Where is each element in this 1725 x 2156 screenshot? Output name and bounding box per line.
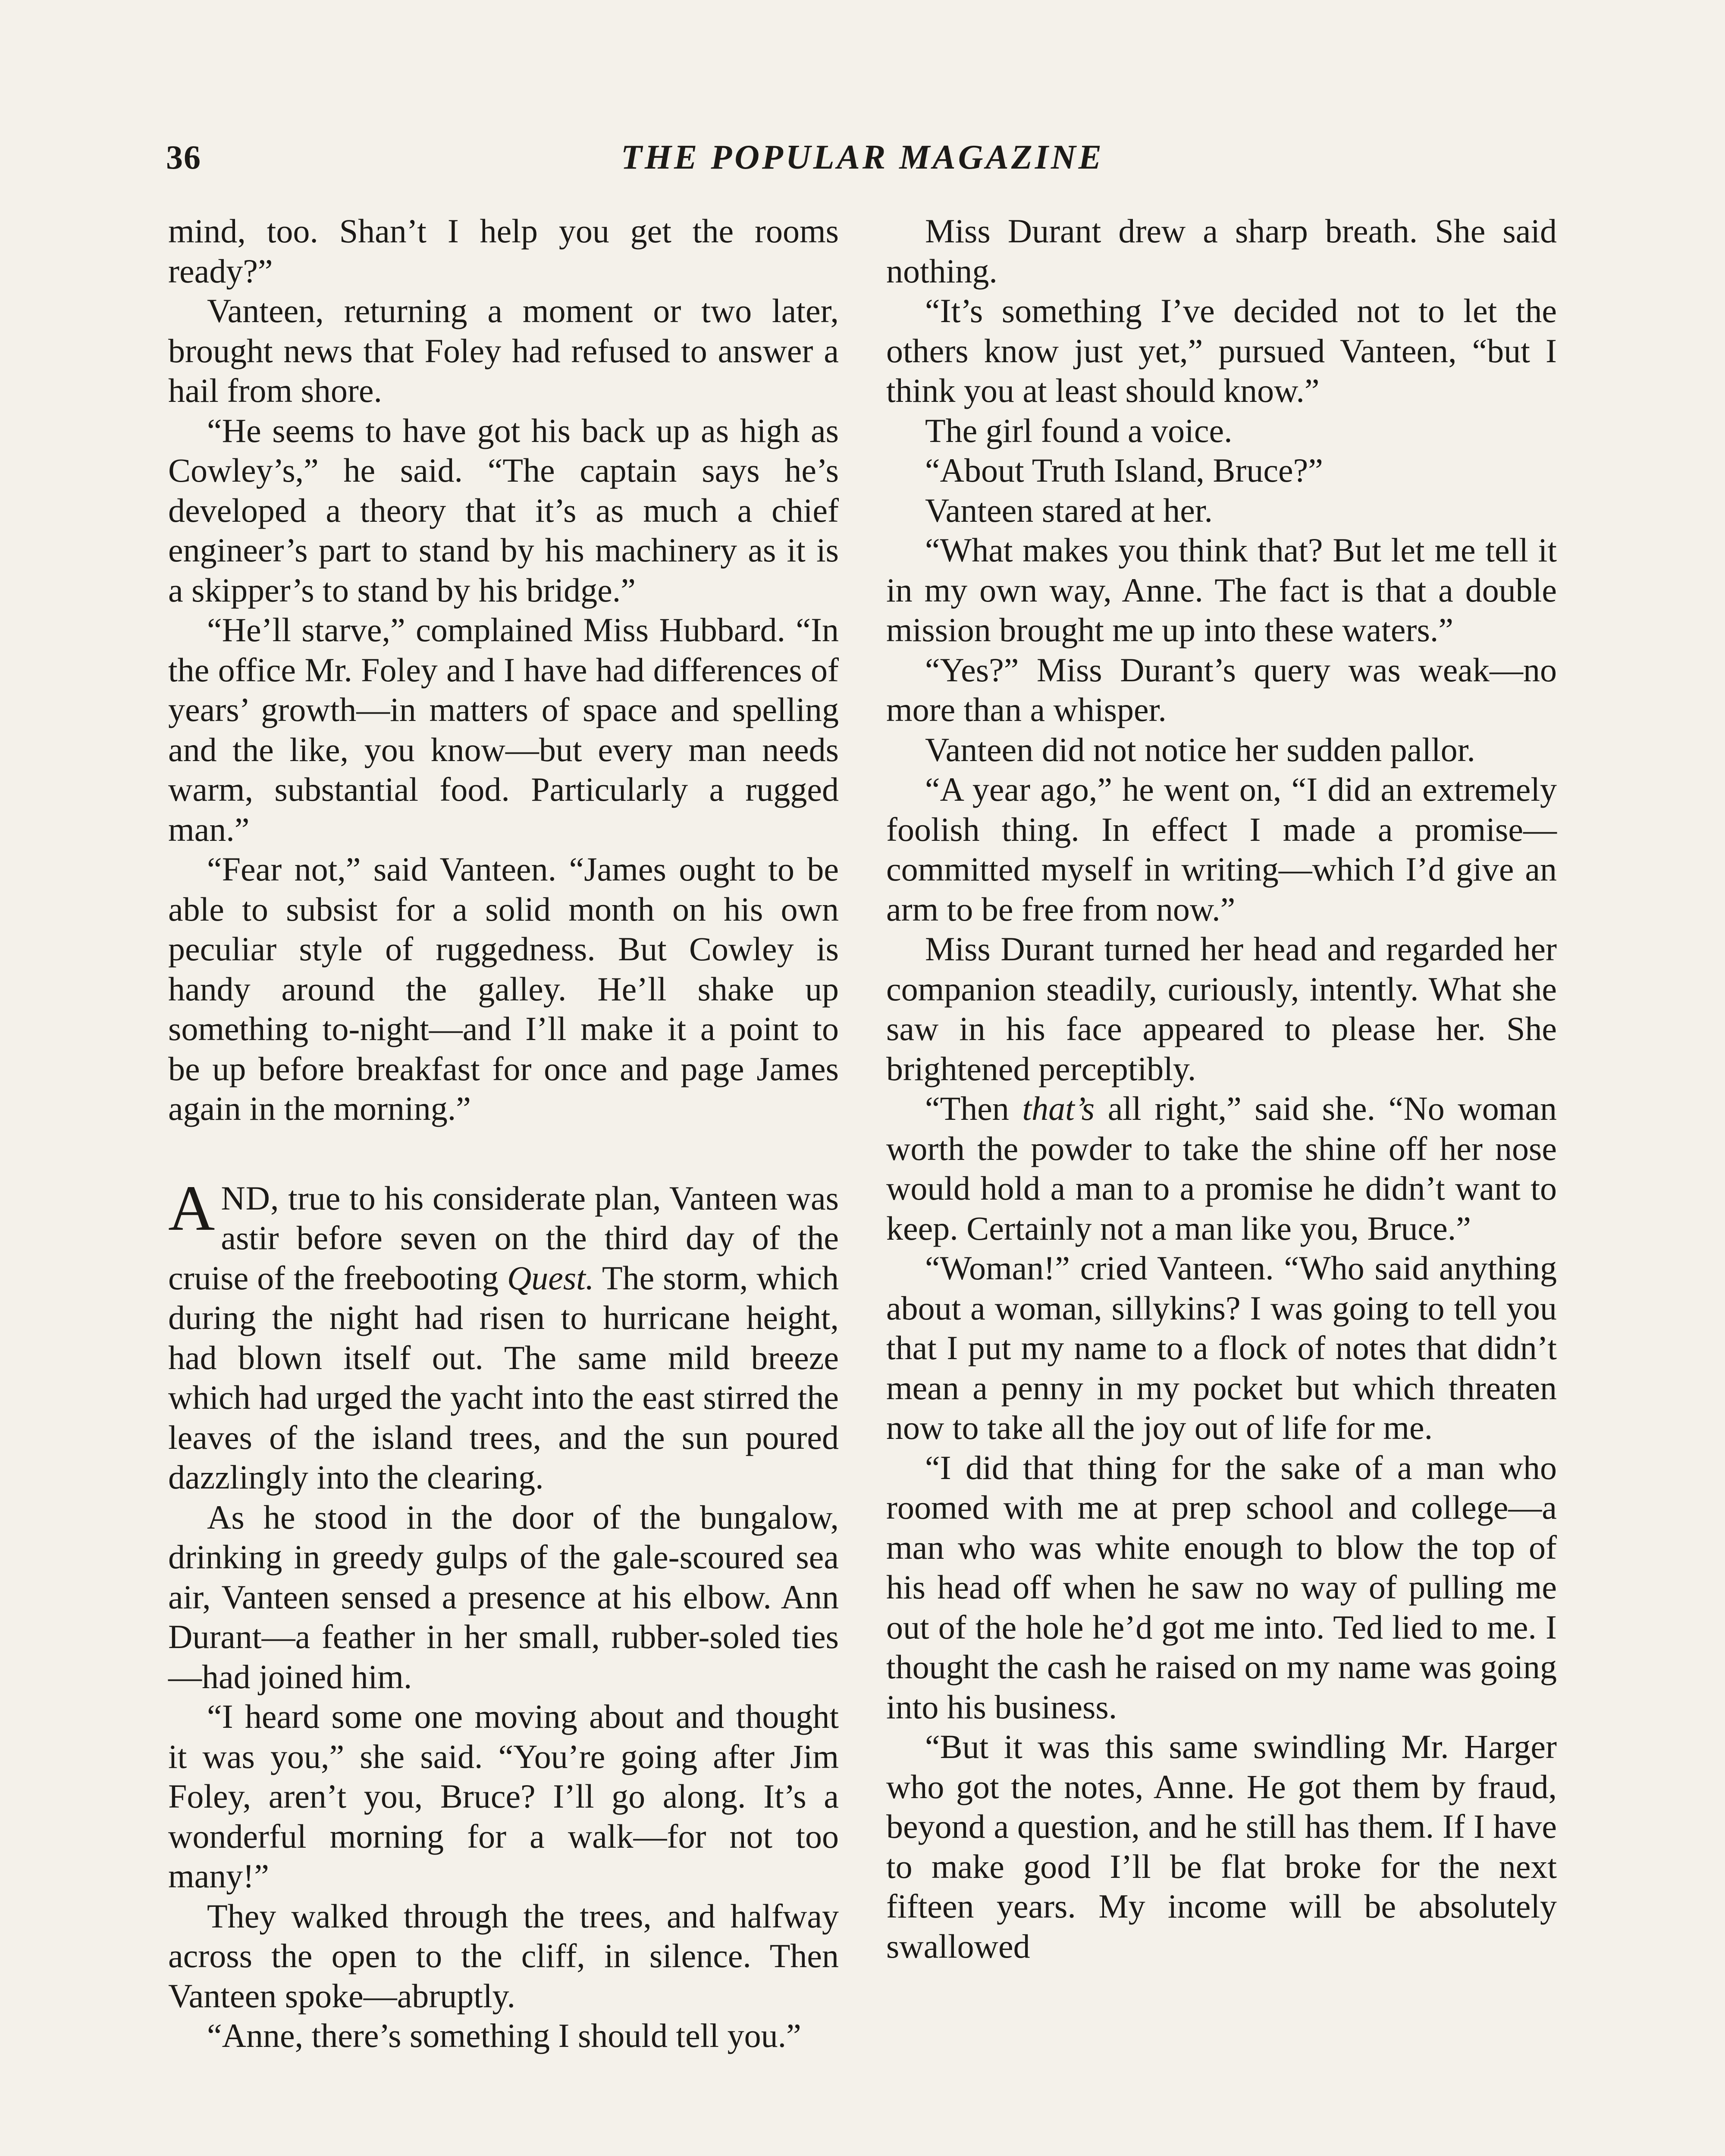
paragraph: Miss Durant drew a sharp breath. She said nothing.: [886, 212, 1557, 290]
paragraph: Vanteen, returning a moment or two later, brought news that Foley had refused to answer a hail from shore.: [168, 292, 839, 409]
paragraph-text: all right,” said she. “No woman worth the powder to take the shine off her nose would hold a man to a promise he didn’t want to keep. Certainly not a man like you, Bruce.”: [886, 1090, 1557, 1247]
paragraph: [886, 1089, 1557, 1248]
small-caps-lead: ND,: [221, 1179, 279, 1217]
left-column: [168, 211, 839, 2056]
paragraph: “I heard some one moving about and thought it was you,” she said. “You’re going after Jim Foley, aren’t you, Bruce? I’ll go along. It’s a wonderful morning for a walk—for not too many!”: [168, 1698, 839, 1895]
paragraph: “Fear not,” said Vanteen. “James ought to be able to subsist for a solid month on his own peculiar style of ruggedness. But Cowley is handy around the galley. He’ll shake up something to-night—and I’ll make it a point to be up before breakfast for once and page James again in the morning.”: [168, 850, 839, 1127]
page-header: [166, 138, 1559, 185]
section-opening-paragraph: [168, 1172, 839, 1498]
paragraph: “A year ago,” he went on, “I did an extremely foolish thing. In effect I made a promise—committed myself in writing—which I’d give an arm to be free from now.”: [886, 771, 1557, 928]
paragraph: Vanteen did not notice her sudden pallor.: [925, 730, 1475, 768]
paragraph: “About Truth Island, Bruce?”: [925, 451, 1323, 489]
paragraph: “He’ll starve,” complained Miss Hubbard. “In the office Mr. Foley and I have had differences of years’ growth—in matters of space and spelling and the like, you know—but every man needs warm, substantial food. Particularly a rugged man.”: [168, 611, 839, 848]
paragraph: “It’s something I’ve decided not to let the others know just yet,” pursued Vanteen, “but I think you at least should know.”: [886, 292, 1557, 409]
paragraph: “Anne, there’s something I should tell you.”: [207, 2017, 801, 2054]
paragraph: They walked through the trees, and halfway across the open to the cliff, in silence. Then Vanteen spoke—abruptly.: [168, 1897, 839, 2015]
paragraph: Miss Durant turned her head and regarded her companion steadily, curiously, intently. What she saw in his face appeared to please her. She brightened perceptibly.: [886, 930, 1557, 1087]
paragraph: “But it was this same swindling Mr. Harger who got the notes, Anne. He got them by fraud, beyond a question, and he still has them. If I have to make good I’ll be flat broke for the next fifteen years. My income will be absolutely swallowed: [886, 1728, 1557, 1965]
paragraph: “I did that thing for the sake of a man who roomed with me at prep school and college—a man who was white enough to blow the top of his head off when he saw no way of pulling me out of the hole he’d got me into. Ted lied to me. I thought the cash he raised on my name was going into his business.: [886, 1448, 1557, 1726]
drop-cap: A: [168, 1172, 215, 1244]
paragraph: “He seems to have got his back up as high as Cowley’s,” he said. “The captain says he’s developed a theory that it’s as much a chief engineer’s part to stand by his machinery as it is a skipper’s to stand by his bridge.”: [168, 411, 839, 609]
paragraph: “Woman!” cried Vanteen. “Who said anything about a woman, sillykins? I was going to tell you that I put my name to a flock of notes that didn’t mean a penny in my pocket but which threaten now to take all the joy out of life for me.: [886, 1249, 1557, 1446]
paragraph: “Yes?” Miss Durant’s query was weak—no more than a whisper.: [886, 651, 1557, 728]
ship-name: Quest.: [507, 1259, 594, 1297]
page-number: 36: [166, 138, 201, 176]
right-column: [886, 211, 1557, 1966]
paragraph-text: “Then: [925, 1090, 1022, 1127]
paragraph-text: The storm, which during the night had risen to hurricane height, had blown itself out. The same mild breeze which had urged the yacht into the east stirred the leaves of the island trees, and the sun poured dazzlingly into the clearing.: [168, 1259, 839, 1496]
paragraph: “What makes you think that? But let me tell it in my own way, Anne. The fact is that a double mission brought me up into these waters.”: [886, 531, 1557, 649]
running-title: THE POPULAR MAGAZINE: [621, 138, 1104, 176]
emphasis: that’s: [1022, 1090, 1095, 1127]
paragraph: The girl found a voice.: [925, 411, 1233, 449]
paragraph: As he stood in the door of the bungalow, drinking in greedy gulps of the gale-scoured sea air, Vanteen sensed a presence at his elbow. Ann Durant—a feather in her small, rubber-soled ties—had joined him.: [168, 1498, 839, 1695]
paragraph: mind, too. Shan’t I help you get the rooms ready?”: [168, 212, 839, 290]
paragraph-text: true to his considerate plan, Vanteen was astir before seven on the third day of the cruise of the freebooting: [168, 1179, 839, 1297]
paragraph: Vanteen stared at her.: [925, 491, 1213, 529]
